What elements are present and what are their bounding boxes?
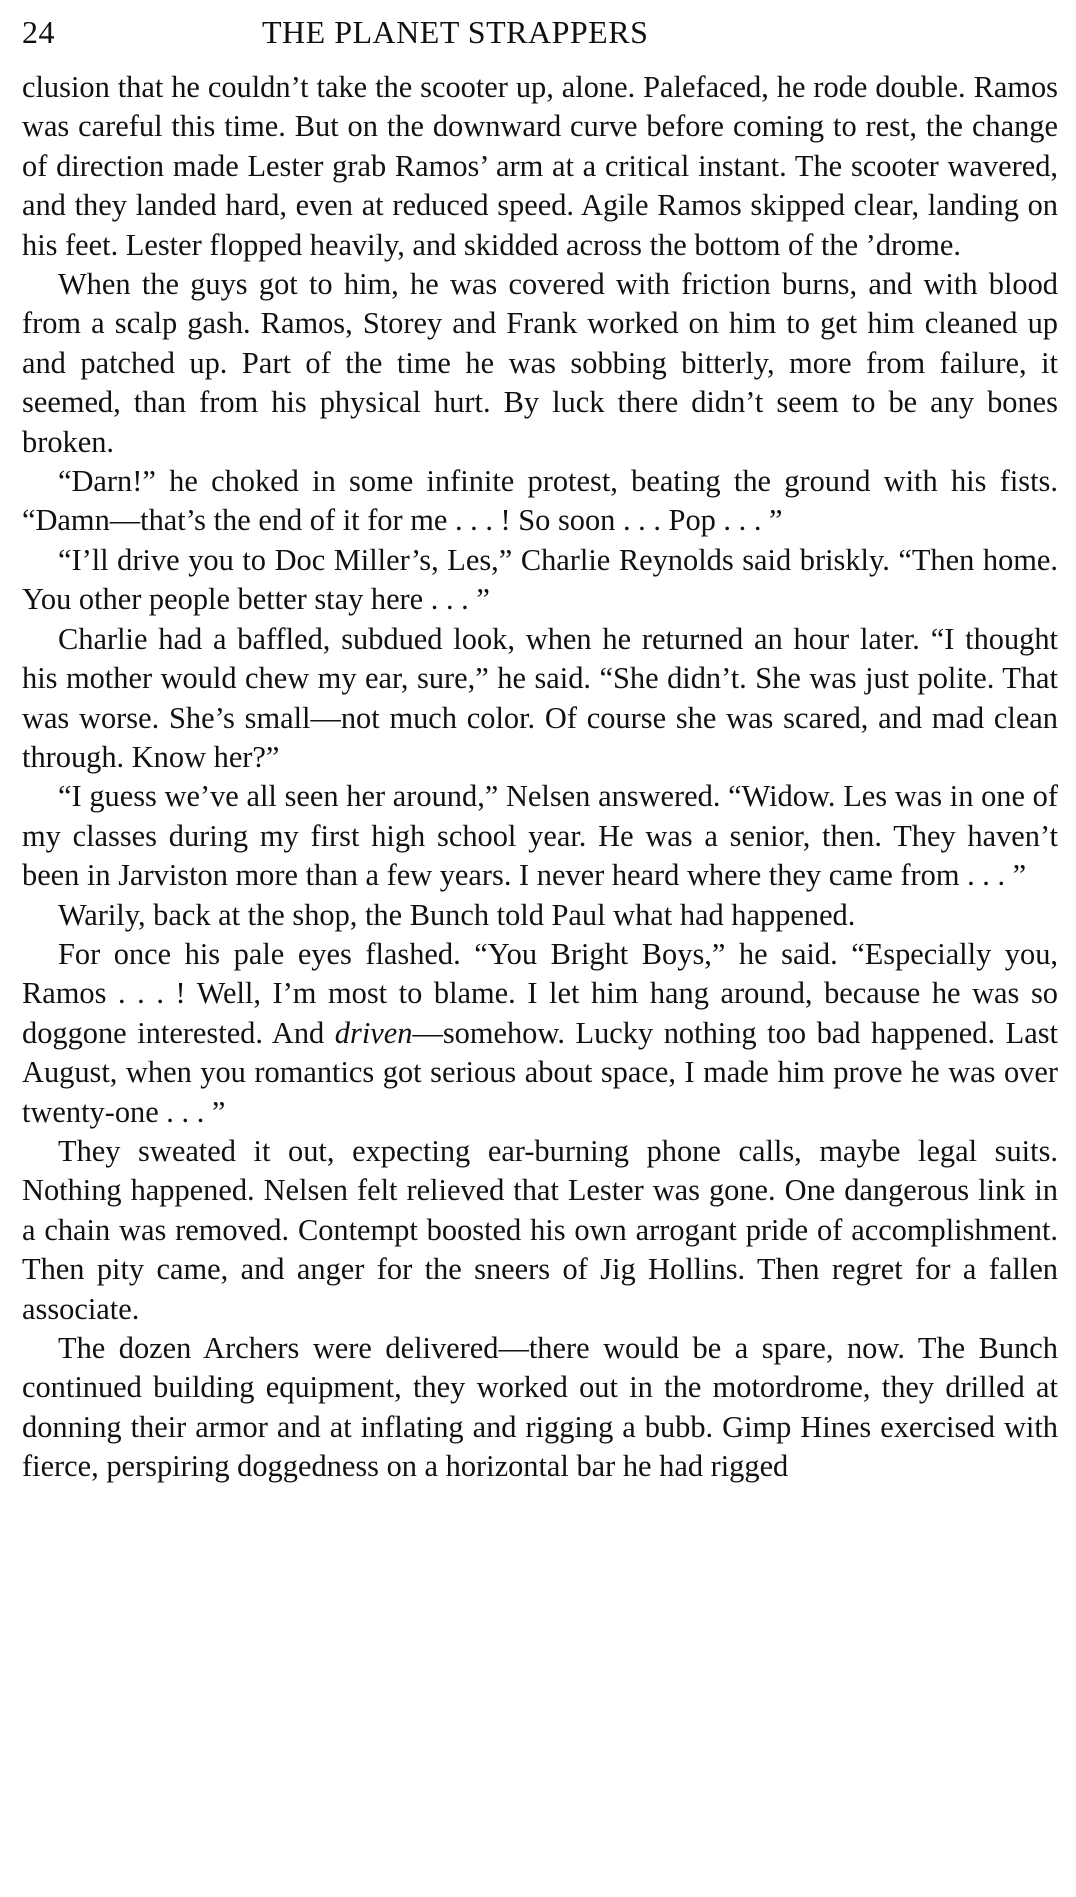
paragraph bbox=[22, 935, 1058, 1132]
paragraph-text: —somehow. Lucky nothing too bad happened. Last August, when you romantics got serious about space, I made him prove he was over twenty-one . . . ” bbox=[22, 1015, 1058, 1129]
paragraph: Warily, back at the shop, the Bunch told Paul what had happened. bbox=[58, 897, 856, 932]
page-number: 24 bbox=[22, 14, 55, 50]
paragraph: Charlie had a baffled, subdued look, when he returned an hour later. “I thought his mother would chew my ear, sure,” he said. “She didn’t. She was just polite. That was worse. She’s small—not much color. Of course she was scared, and mad clean through. Know her?” bbox=[22, 621, 1058, 774]
paragraph: “I guess we’ve all seen her around,” Nelsen answered. “Widow. Les was in one of my classes during my first high school year. He was a senior, then. They haven’t been in Jarviston more than a few years. I never heard where they came from . . . ” bbox=[22, 779, 1058, 893]
paragraph: They sweated it out, expecting ear-burning phone calls, maybe legal suits. Nothing happened. Nelsen felt relieved that Lester was gone. One dangerous link in a chain was removed. Contempt boosted his own arrogant pride of accomplishment. Then pity came, and anger for the sneers of Jig Hollins. Then regret for a fallen associate. bbox=[22, 1133, 1058, 1326]
running-title: THE PLANET STRAPPERS bbox=[262, 14, 649, 50]
paragraph: When the guys got to him, he was covered with friction burns, and with blood from a scalp gash. Ramos, Storey and Frank worked on him to get him cleaned up and patched up. Part of the time he was sobbing bitterly, more from failure, it seemed, than from his physical hurt. By luck there didn’t seem to be any bones broken. bbox=[22, 267, 1058, 459]
paragraph-continued: clusion that he couldn’t take the scooter up, alone. Palefaced, he rode double. Ramos was careful this time. But on the downward curve before coming to rest, the change of direction made Lester grab Ramos’ arm at a critical instant. The scooter wavered, and they landed hard, even at reduced speed. Agile Ramos skipped clear, landing on his feet. Lester flopped heavily, and skidded across the bottom of the ’drome. bbox=[22, 70, 1058, 262]
paragraph: “I’ll drive you to Doc Miller’s, Les,” Charlie Reynolds said briskly. “Then home. You other people better stay here . . . ” bbox=[22, 542, 1058, 617]
page-header bbox=[22, 14, 1058, 64]
body-text bbox=[22, 68, 1058, 1487]
paragraph-text: For once his pale eyes flashed. “You Bright Boys,” he said. “Especially you, Ramos . . . ! Well, I’m most to blame. I let him hang around, because he was so doggone interested. And bbox=[22, 936, 1058, 1050]
paragraph: “Darn!” he choked in some infinite protest, beating the ground with his fists. “Damn—that’s the end of it for me . . . ! So soon . . . Pop . . . ” bbox=[22, 464, 1058, 538]
paragraph: The dozen Archers were delivered—there would be a spare, now. The Bunch continued building equipment, they worked out in the motordrome, they drilled at donning their armor and at inflating and rigging a bubb. Gimp Hines exercised with fierce, perspiring doggedness on a horizontal bar he had rigged bbox=[22, 1331, 1058, 1484]
emphasized-word: driven bbox=[334, 1015, 413, 1050]
book-page bbox=[22, 14, 1058, 1487]
